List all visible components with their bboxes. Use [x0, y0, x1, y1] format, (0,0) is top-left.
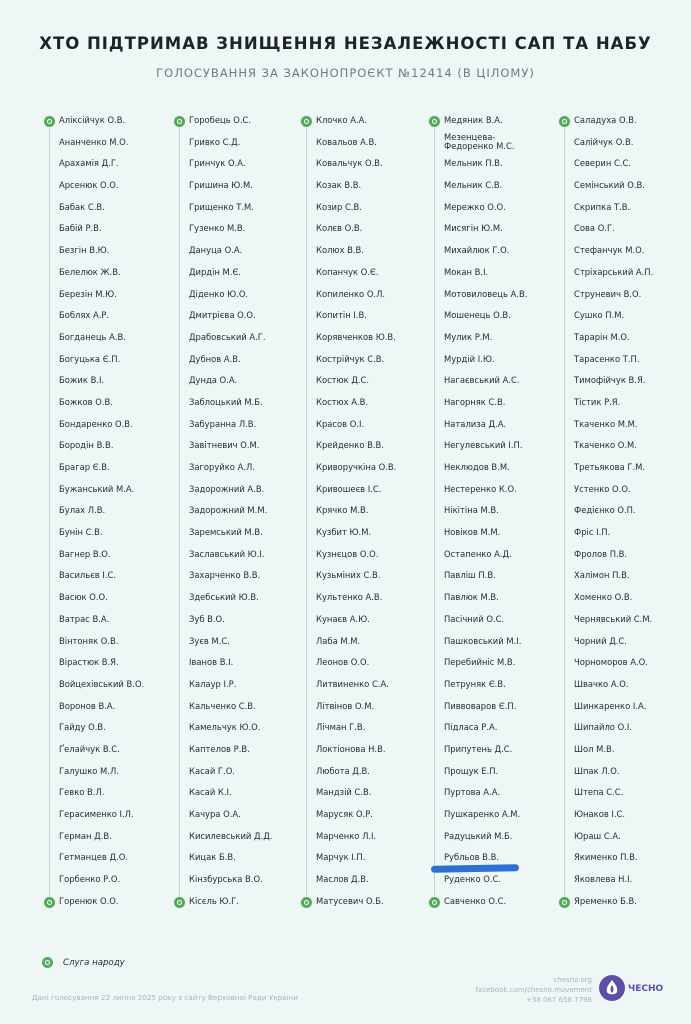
deputy-name: Семінський О.В.: [574, 180, 645, 191]
deputy-name: Кунаєв А.Ю.: [316, 613, 370, 624]
deputy-name: Іванов В.І.: [189, 657, 234, 668]
deputy-name: Кузбит Ю.М.: [316, 527, 372, 538]
deputy-name: Шпак Л.О.: [574, 765, 620, 776]
deputy-name: Мотовиловець А.В.: [444, 288, 528, 299]
deputy-name: Бунін С.В.: [59, 527, 103, 538]
deputy-name: Стефанчук М.О.: [574, 245, 645, 256]
deputy-name: Горенюк О.О.: [59, 895, 119, 906]
deputy-name: Гривко С.Д.: [189, 136, 241, 147]
party-logo-icon: [44, 897, 55, 908]
deputy-name: Дануца О.А.: [189, 245, 243, 256]
deputy-name: Мурдій І.Ю.: [444, 353, 495, 364]
deputy-name: Копитін І.В.: [316, 310, 367, 321]
deputy-name: Михайлюк Г.О.: [444, 245, 510, 256]
deputy-name: Герасименко І.Л.: [59, 809, 134, 819]
deputy-name: Гетманцев Д.О.: [59, 852, 128, 863]
deputy-name: Локтіонова Н.В.: [316, 743, 386, 754]
deputy-name: Копанчук О.Є.: [316, 266, 379, 277]
deputy-name: Корявченков Ю.В.: [316, 331, 396, 342]
deputy-name: Мулик Р.М.: [444, 331, 493, 342]
deputy-name: Пушкаренко А.М.: [444, 809, 521, 819]
deputy-name: Підласа Р.А.: [444, 722, 498, 733]
deputy-name: Вінтоняк О.В.: [59, 635, 119, 646]
deputy-name: Гевко В.Л.: [59, 787, 105, 798]
deputy-name: Мисягін Ю.М.: [444, 223, 503, 234]
deputy-name: Божков О.В.: [59, 396, 113, 407]
deputy-name: Забуранна Л.В.: [189, 418, 257, 429]
deputy-name: Колєв О.В.: [316, 223, 363, 234]
deputy-name: Медяник В.А.: [444, 115, 503, 125]
deputy-name: Тістик Р.Я.: [574, 396, 621, 407]
deputy-name: Чернявський С.М.: [574, 613, 653, 624]
legend: [42, 957, 125, 968]
deputy-name: Сушко П.М.: [574, 310, 625, 321]
deputy-name: Бородін В.В.: [59, 440, 114, 451]
contacts: [476, 975, 592, 1005]
deputy-name: Мошенець О.В.: [444, 310, 511, 321]
deputy-name: Заремський М.В.: [189, 527, 263, 538]
deputy-name: Нестеренко К.О.: [444, 483, 517, 494]
deputy-name: Загоруйко А.Л.: [189, 462, 255, 472]
deputy-name: Васильєв І.С.: [59, 570, 117, 581]
deputy-name: Ткаченко О.М.: [574, 440, 637, 451]
deputy-name: Устенко О.О.: [574, 483, 631, 494]
deputy-name: Камельчук Ю.О.: [189, 722, 261, 733]
deputy-name: Марчук І.П.: [316, 852, 366, 863]
deputy-column-3: [299, 110, 424, 910]
deputy-name: Заблоцький М.Б.: [189, 396, 263, 407]
deputy-name: Бондаренко О.В.: [59, 418, 133, 429]
deputy-name: Булах Л.В.: [59, 505, 106, 516]
deputy-name: Заславський Ю.І.: [189, 548, 265, 559]
deputy-name: Хоменко О.В.: [574, 592, 633, 603]
facebook-link[interactable]: facebook.com/chesno.movement: [475, 986, 592, 994]
deputy-name: Касай К.І.: [189, 787, 232, 798]
deputy-column-4: [427, 110, 552, 910]
party-logo-icon: [174, 116, 185, 127]
deputy-name: Кривошеєв І.С.: [316, 483, 382, 494]
deputy-name: Фріс І.П.: [574, 527, 611, 538]
deputy-name: Горбенко Р.О.: [59, 874, 121, 885]
party-logo-icon: [429, 897, 440, 908]
deputy-name: Чорноморов А.О.: [574, 657, 648, 668]
deputy-name: Вірастюк В.Я.: [59, 657, 119, 668]
deputy-name: Крейденко В.В.: [316, 440, 384, 451]
deputy-name: Струневич В.О.: [574, 288, 642, 299]
deputy-name: Перебийніс М.В.: [444, 657, 516, 668]
deputy-name: Натализа Д.А.: [444, 418, 507, 429]
deputy-name: Арахамія Д.Г.: [59, 158, 119, 169]
deputy-name: Пиввоваров Є.П.: [444, 700, 517, 711]
deputy-name: Драбовський А.Г.: [189, 331, 266, 342]
deputy-name: Прощук Е.П.: [444, 765, 499, 776]
party-logo-icon: [44, 116, 55, 127]
deputy-name: Мельник П.В.: [444, 158, 503, 169]
deputy-name: Сова О.Г.: [574, 223, 615, 234]
deputy-name: Мельник С.В.: [444, 180, 503, 191]
deputy-name: Гузенко М.В.: [189, 223, 246, 234]
deputy-name: Марусяк О.Р.: [316, 809, 373, 819]
deputy-name: Кузнєцов О.О.: [316, 548, 379, 559]
deputy-name: Войцехівський В.О.: [59, 678, 145, 689]
page-subtitle: ГОЛОСУВАННЯ ЗА ЗАКОНОПРОЄКТ №12414 (В ЦІЛОМУ): [156, 66, 535, 80]
deputy-name: Клочко А.А.: [316, 115, 367, 125]
deputy-name: Тимофійчук В.Я.: [574, 375, 646, 386]
deputy-name: Костюк Д.С.: [316, 375, 370, 386]
party-logo-icon: [42, 957, 53, 968]
deputy-name: Крячко М.В.: [316, 505, 369, 516]
deputy-name: Ананченко М.О.: [59, 136, 129, 147]
party-logo-icon: [559, 116, 570, 127]
deputy-column-1: [42, 110, 167, 910]
deputy-name: Здебський Ю.В.: [189, 592, 259, 603]
site-link[interactable]: chesno.org: [553, 976, 592, 984]
chesno-logo-icon: [599, 975, 625, 1001]
deputy-name: Дмитрієва О.О.: [189, 310, 256, 321]
deputy-name: Безгін В.Ю.: [59, 245, 110, 256]
deputy-name: Кінзбурська В.О.: [189, 874, 263, 885]
deputy-name: Стріхарський А.П.: [574, 266, 654, 277]
deputy-name: Кострійчук С.В.: [316, 353, 385, 364]
deputy-name: Богданець А.В.: [59, 331, 126, 342]
deputy-name: Третьякова Г.М.: [574, 462, 646, 472]
deputy-name: Діденко Ю.О.: [189, 288, 249, 299]
deputy-name: Салійчук О.В.: [574, 136, 634, 147]
brand-name: ЧЕСНО: [628, 984, 664, 994]
party-logo-icon: [429, 116, 440, 127]
deputy-name: Мандзій С.В.: [316, 787, 372, 798]
deputy-name: Вагнер В.О.: [59, 548, 111, 559]
deputy-name: Горобець О.С.: [189, 115, 252, 125]
source-note: Дані голосування 22 липня 2025 року з сайту Верховної Ради України: [32, 993, 298, 1002]
deputy-name: Неклюдов В.М.: [444, 462, 510, 472]
deputy-name: Мокан В.І.: [444, 266, 489, 277]
deputy-name: Пашковський М.І.: [444, 635, 522, 646]
party-logo-icon: [301, 116, 312, 127]
deputy-name: Качура О.А.: [189, 809, 241, 819]
deputy-name: Боблях А.Р.: [59, 310, 110, 321]
deputy-name: Грищенко Т.М.: [189, 201, 254, 212]
deputy-name: Яковлева Н.І.: [574, 874, 633, 885]
deputy-name: Савченко О.С.: [444, 895, 507, 906]
deputy-name: Колюх В.В.: [316, 245, 364, 256]
deputy-name: Фролов П.В.: [574, 548, 628, 559]
deputy-name: Павлюк М.В.: [444, 592, 499, 603]
party-logo-icon: [559, 897, 570, 908]
deputy-name: Герман Д.В.: [59, 830, 112, 841]
deputy-name: Копиленко О.Л.: [316, 288, 386, 299]
deputy-name: Нагорняк С.В.: [444, 396, 506, 407]
deputy-name: Припутень Д.С.: [444, 743, 513, 754]
deputy-name: Літвінов О.М.: [316, 700, 375, 711]
deputy-name: Штепа С.С.: [574, 787, 624, 798]
deputy-name: Ковальов А.В.: [316, 136, 377, 147]
deputy-name: Каптелов Р.В.: [189, 743, 250, 754]
deputy-name: [444, 132, 527, 154]
deputy-name: Ткаченко М.М.: [574, 418, 638, 429]
deputy-name: Галушко М.Л.: [59, 765, 119, 776]
deputy-name: Юраш С.А.: [574, 830, 621, 841]
deputy-name: Негулевський І.П.: [444, 440, 523, 451]
deputy-name: Руденко О.С.: [444, 874, 502, 885]
deputy-name: Культенко А.В.: [316, 592, 383, 603]
deputy-name: Касай Г.О.: [189, 765, 235, 776]
deputy-name-part: Мезенцева-: [444, 132, 496, 143]
deputy-name: Ґелайчук В.С.: [59, 743, 120, 754]
deputy-name: Федієнко О.П.: [574, 505, 636, 516]
deputy-name: Пуртова А.А.: [444, 787, 501, 798]
deputy-name: Дубнов А.В.: [189, 353, 241, 364]
deputy-name: Васюк О.О.: [59, 592, 108, 603]
deputy-name: Кузьміних С.В.: [316, 570, 381, 581]
deputy-name: Литвиненко С.А.: [316, 678, 389, 689]
deputy-name: Гришина Ю.М.: [189, 180, 253, 191]
deputy-column-2: [172, 110, 297, 910]
deputy-name: Юнаков І.С.: [574, 809, 626, 819]
deputy-name: Павліш П.В.: [444, 570, 496, 581]
deputy-column-5: [557, 110, 682, 910]
deputy-name: Зуєв М.С.: [189, 635, 230, 646]
deputy-name: Лаба М.М.: [316, 635, 361, 646]
deputy-name: Божик В.І.: [59, 375, 105, 386]
deputy-name: Козир С.В.: [316, 201, 362, 212]
deputy-name: Марченко Л.І.: [316, 830, 377, 841]
deputy-name: Ватрас В.А.: [59, 613, 110, 624]
deputy-name: Кицак Б.В.: [189, 852, 236, 863]
deputy-name: Березін М.Ю.: [59, 288, 117, 299]
deputy-name-part: Федоренко М.С.: [444, 141, 515, 152]
deputy-name: Матусевич О.Б.: [316, 895, 384, 906]
deputy-name: Бабій Р.В.: [59, 223, 102, 234]
deputy-name: Нікітіна М.В.: [444, 505, 499, 516]
deputy-name: Нагаєвський А.С.: [444, 375, 520, 386]
deputy-name: Арсенюк О.О.: [59, 180, 119, 191]
deputy-name: Рубльов В.В.: [444, 852, 499, 863]
deputy-name: Захарченко В.В.: [189, 570, 261, 581]
deputy-name: Дунда О.А.: [189, 375, 238, 386]
deputy-name: Бабак С.В.: [59, 201, 105, 212]
deputy-name: Шипайло О.І.: [574, 722, 632, 733]
deputy-name: Пасічний О.С.: [444, 613, 505, 624]
deputy-name: Радуцький М.Б.: [444, 830, 513, 841]
deputy-name: Белелюк Ж.В.: [59, 266, 121, 277]
deputy-name: Аліксійчук О.В.: [59, 115, 126, 125]
deputy-name: Задорожний А.В.: [189, 483, 265, 494]
deputy-name: Северин С.С.: [574, 158, 632, 169]
deputy-name: Тарарін М.О.: [574, 331, 630, 342]
deputy-name: Новіков М.М.: [444, 527, 501, 538]
deputy-name: Воронов В.А.: [59, 700, 116, 711]
deputy-name: Шол М.В.: [574, 743, 615, 754]
deputy-name: Красов О.І.: [316, 418, 365, 429]
deputy-name: Саладуха О.В.: [574, 115, 637, 125]
deputy-name: Бужанський М.А.: [59, 483, 135, 494]
deputy-name: Петруняк Є.В.: [444, 678, 506, 689]
deputy-name: Лічман Г.В.: [316, 722, 366, 733]
deputy-name: Кисилевський Д.Д.: [189, 830, 273, 841]
legend-party-label: Слуга народу: [63, 957, 125, 968]
deputy-name: Гринчук О.А.: [189, 158, 246, 169]
deputy-name: Костюх А.В.: [316, 396, 369, 407]
deputy-name: Швачко А.О.: [574, 678, 629, 689]
deputy-name: Скрипка Т.В.: [574, 201, 631, 212]
deputy-name: Дирдін М.Є.: [189, 266, 241, 277]
deputy-name: Маслов Д.В.: [316, 874, 369, 885]
deputy-name: Халімон П.В.: [574, 570, 630, 581]
deputy-name: Криворучкіна О.В.: [316, 462, 397, 472]
deputy-name: Яременко Б.В.: [574, 895, 637, 906]
deputy-name: Остапенко А.Д.: [444, 548, 512, 559]
deputy-name: Любота Д.В.: [316, 765, 370, 776]
phone-number: +38 067 658 7798: [526, 996, 592, 1004]
deputy-name: Мережко О.О.: [444, 201, 506, 212]
deputy-name: Гайду О.В.: [59, 722, 106, 733]
deputy-name: Кальченко С.В.: [189, 700, 256, 711]
party-logo-icon: [174, 897, 185, 908]
deputy-name: Богуцька Є.П.: [59, 353, 121, 364]
deputy-name: Задорожний М.М.: [189, 505, 268, 516]
deputy-name: Ковальчук О.В.: [316, 158, 383, 169]
deputy-name: Леонов О.О.: [316, 657, 370, 668]
deputy-name: Якименко П.В.: [574, 852, 638, 863]
page-title: ХТО ПІДТРИМАВ ЗНИЩЕННЯ НЕЗАЛЕЖНОСТІ САП ТА НАБУ: [39, 34, 652, 53]
deputy-name: Завітневич О.М.: [189, 440, 260, 451]
deputy-name: Шинкаренко І.А.: [574, 700, 647, 711]
deputy-name: Тарасенко Т.П.: [574, 353, 640, 364]
deputy-name: Калаур І.Р.: [189, 678, 237, 689]
deputy-name: Козак В.В.: [316, 180, 362, 191]
deputy-name: Брагар Є.В.: [59, 462, 110, 472]
deputy-name: Кісєль Ю.Г.: [189, 895, 239, 906]
party-logo-icon: [301, 897, 312, 908]
deputy-name: Зуб В.О.: [189, 613, 225, 624]
deputy-name: Чорний Д.С.: [574, 635, 627, 646]
